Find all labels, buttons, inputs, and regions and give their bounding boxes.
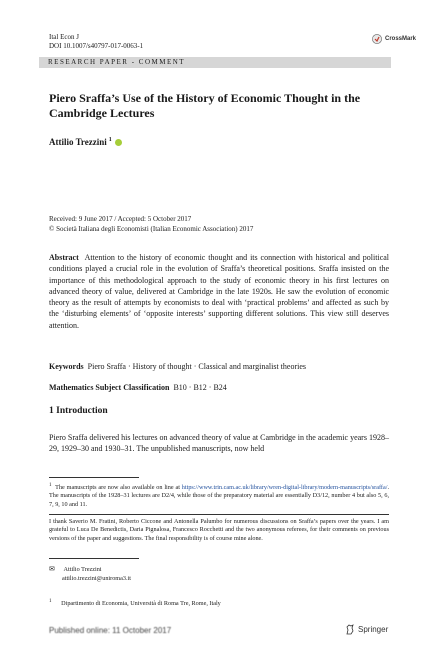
section-heading: 1 Introduction	[49, 406, 108, 416]
publisher-name: Springer	[358, 625, 389, 634]
doi[interactable]: DOI 10.1007/s40797-017-0063-1	[49, 42, 144, 50]
acknowledgements: I thank Saverio M. Fratini, Roberto Ciccone and Antonella Palumbo for numerous discussions on Sraffa’s papers over the years. I am grateful to Luca De Benedictis, Daria Pignalosa, Francesco Rocchetti and the two anonymous referees, for their comments on previous versions of the paper and suggestions. The final responsibility is of course mine alone.	[49, 518, 389, 542]
envelope-icon: ✉	[49, 565, 55, 573]
footnote-rule	[49, 477, 139, 478]
msc-label: Mathematics Subject Classification	[49, 383, 170, 392]
crossmark-icon	[372, 34, 382, 44]
orcid-icon[interactable]	[115, 139, 122, 146]
footnote-1-post: . The manuscripts of the 1928–31 lectures are D2/4, while those of the preparatory material are essentially D3/12, number 4 but also 5, 6, 7, 9, 10 and 11.	[49, 484, 390, 508]
footnote-1-pre: The manuscripts are now also available on line at	[55, 484, 180, 492]
article-type-banner: RESEARCH PAPER - COMMENT	[39, 57, 391, 68]
author-line	[49, 137, 122, 147]
article-dates	[49, 214, 389, 234]
journal-name: Ital Econ J	[49, 33, 79, 41]
springer-horse-icon	[345, 624, 355, 635]
author-name[interactable]: Attilio Trezzini	[49, 137, 107, 147]
received-accepted: Received: 9 June 2017 / Accepted: 5 October 2017	[49, 215, 192, 223]
springer-logo	[345, 624, 388, 635]
abstract	[49, 252, 389, 331]
contact-block	[49, 565, 131, 583]
footnote-1-link[interactable]: https://www.trin.cam.ac.uk/library/wren-digital-library/modern-manuscripts/sraffa/	[181, 484, 388, 492]
crossmark-label: CrossMark	[385, 36, 417, 42]
abstract-text: Attention to the history of economic thought and its connection with historical and political conditions played a crucial role in the evolution of Sraffa’s theoretical positions. Sraffa insisted on the importance of this methodological approach to the study of economic theory in his first lectures on advanced theory of value, delivered at Cambridge in the late 1920s. He saw the evolution of economic theory as the result of attempts by economists to deal with ‘practical problems’ and affected as such by the ‘disturbing elements’ of ‘opposite interests’ supporting different solutions. This view still deserves attention.	[49, 253, 390, 330]
footnote-divider	[49, 514, 389, 515]
footnote-1-marker: 1	[49, 482, 52, 488]
contact-name: Attilio Trezzini	[63, 566, 102, 573]
author-affil-marker: 1	[108, 137, 112, 143]
crossmark-badge[interactable]	[372, 34, 416, 44]
contact-rule	[49, 558, 139, 559]
affiliation	[49, 597, 221, 609]
affiliation-text: Dipartimento di Economia, Università di Roma Tre, Rome, Italy	[61, 600, 221, 608]
footnote-1	[49, 481, 389, 509]
msc-text: B10 · B12 · B24	[173, 383, 227, 392]
msc	[49, 382, 389, 393]
keywords-text: Piero Sraffa · History of thought · Classical and marginalist theories	[87, 362, 306, 371]
journal-info	[49, 33, 143, 51]
affiliation-marker: 1	[49, 598, 52, 604]
copyright: © Società Italiana degli Economisti (Italian Economic Association) 2017	[49, 225, 254, 233]
article-title: Piero Sraffa’s Use of the History of Economic Thought in the Cambridge Lectures	[49, 91, 361, 120]
published-online: Published online: 11 October 2017	[49, 626, 172, 635]
contact-email[interactable]: attilio.trezzini@uniroma3.it	[62, 574, 131, 582]
intro-paragraph: Piero Sraffa delivered his lectures on advanced theory of value at Cambridge in the academic years 1928–29, 1929–30 and 1930–31. The unpublished manuscripts, now held	[49, 433, 389, 454]
keywords	[49, 361, 389, 372]
abstract-label: Abstract	[49, 253, 79, 262]
keywords-label: Keywords	[49, 362, 84, 371]
